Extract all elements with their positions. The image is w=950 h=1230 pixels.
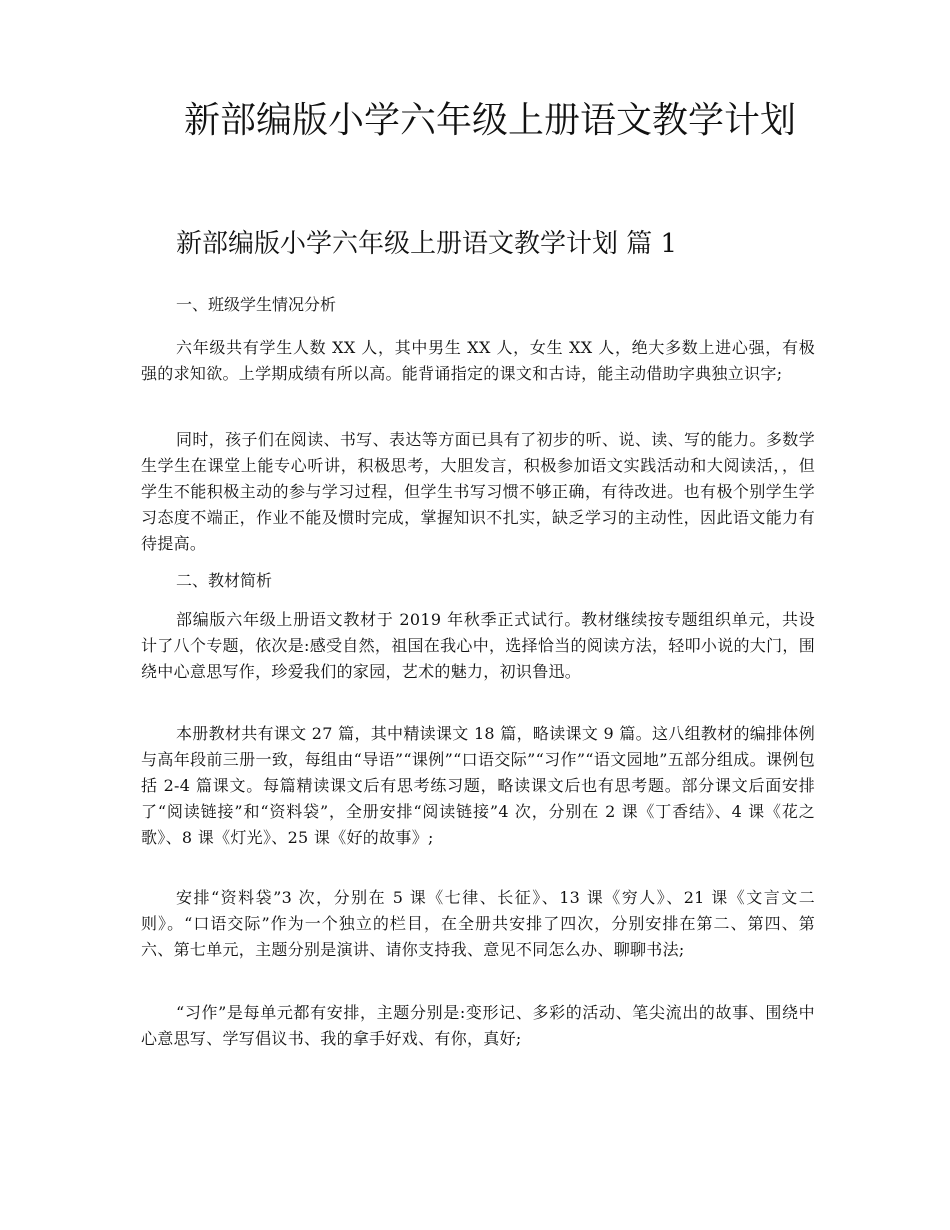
section-heading-student-analysis: 一、班级学生情况分析	[176, 295, 337, 314]
document-subtitle: 新部编版小学六年级上册语文教学计划 篇 1	[176, 229, 678, 259]
paragraph-writing-tasks: “习作”是每单元都有安排，主题分别是:变形记、多彩的活动、笔尖流出的故事、围绕中心意思写、学写倡议书、我的拿手好戏、有你，真好;	[141, 1003, 815, 1048]
paragraph-textbook-overview: 部编版六年级上册语文教材于 2019 年秋季正式试行。教材继续按专题组织单元，共设计了八个专题，依次是:感受自然，祖国在我心中，选择恰当的阅读方法，轻叩小说的大门，围绕中心意思写作，珍爱我们的家园，艺术的魅力，初识鲁迅。	[141, 610, 815, 681]
paragraph-textbook-contents: 本册教材共有课文 27 篇，其中精读课文 18 篇，略读课文 9 篇。这八组教材的编排体例与高年段前三册一致，每组由“导语”“课例”“口语交际”“习作”“语文园地”五部分组成。课例包括 2-4 篇课文。每篇精读课文后有思考练习题，略读课文后也有思考题。部分课文后面安排了“阅读链接”和“资料袋”，全册安排“阅读链接”4 次，分别在 2 课《丁香结》、4 课《花之歌》、8 课《灯光》、25 课《好的故事》;	[141, 724, 815, 847]
section-heading-textbook-analysis: 二、教材简析	[176, 571, 273, 590]
paragraph-student-abilities: 同时，孩子们在阅读、书写、表达等方面已具有了初步的听、说、读、写的能力。多数学生学生在课堂上能专心听讲，积极思考，大胆发言，积极参加语文实践活动和大阅读活，，但学生不能积极主动的参与学习过程，但学生书写习惯不够正确，有待改进。也有极个别学生学习态度不端正，作业不能及惯时完成，掌握知识不扎实，缺乏学习的主动性，因此语文能力有待提高。	[141, 430, 815, 553]
paragraph-data-bag: 安排“资料袋”3 次，分别在 5 课《七律、长征》、13 课《穷人》、21 课《文言文二则》。“口语交际”作为一个独立的栏目，在全册共安排了四次，分别安排在第二、第四、第六、第七单元，主题分别是演讲、请你支持我、意见不同怎么办、聊聊书法;	[141, 888, 815, 959]
paragraph-student-overview: 六年级共有学生人数 XX 人，其中男生 XX 人，女生 XX 人，绝大多数上进心强，有极强的求知欲。上学期成绩有所以高。能背诵指定的课文和古诗，能主动借助字典独立识字;	[141, 338, 815, 383]
document-title: 新部编版小学六年级上册语文教学计划	[183, 100, 796, 141]
